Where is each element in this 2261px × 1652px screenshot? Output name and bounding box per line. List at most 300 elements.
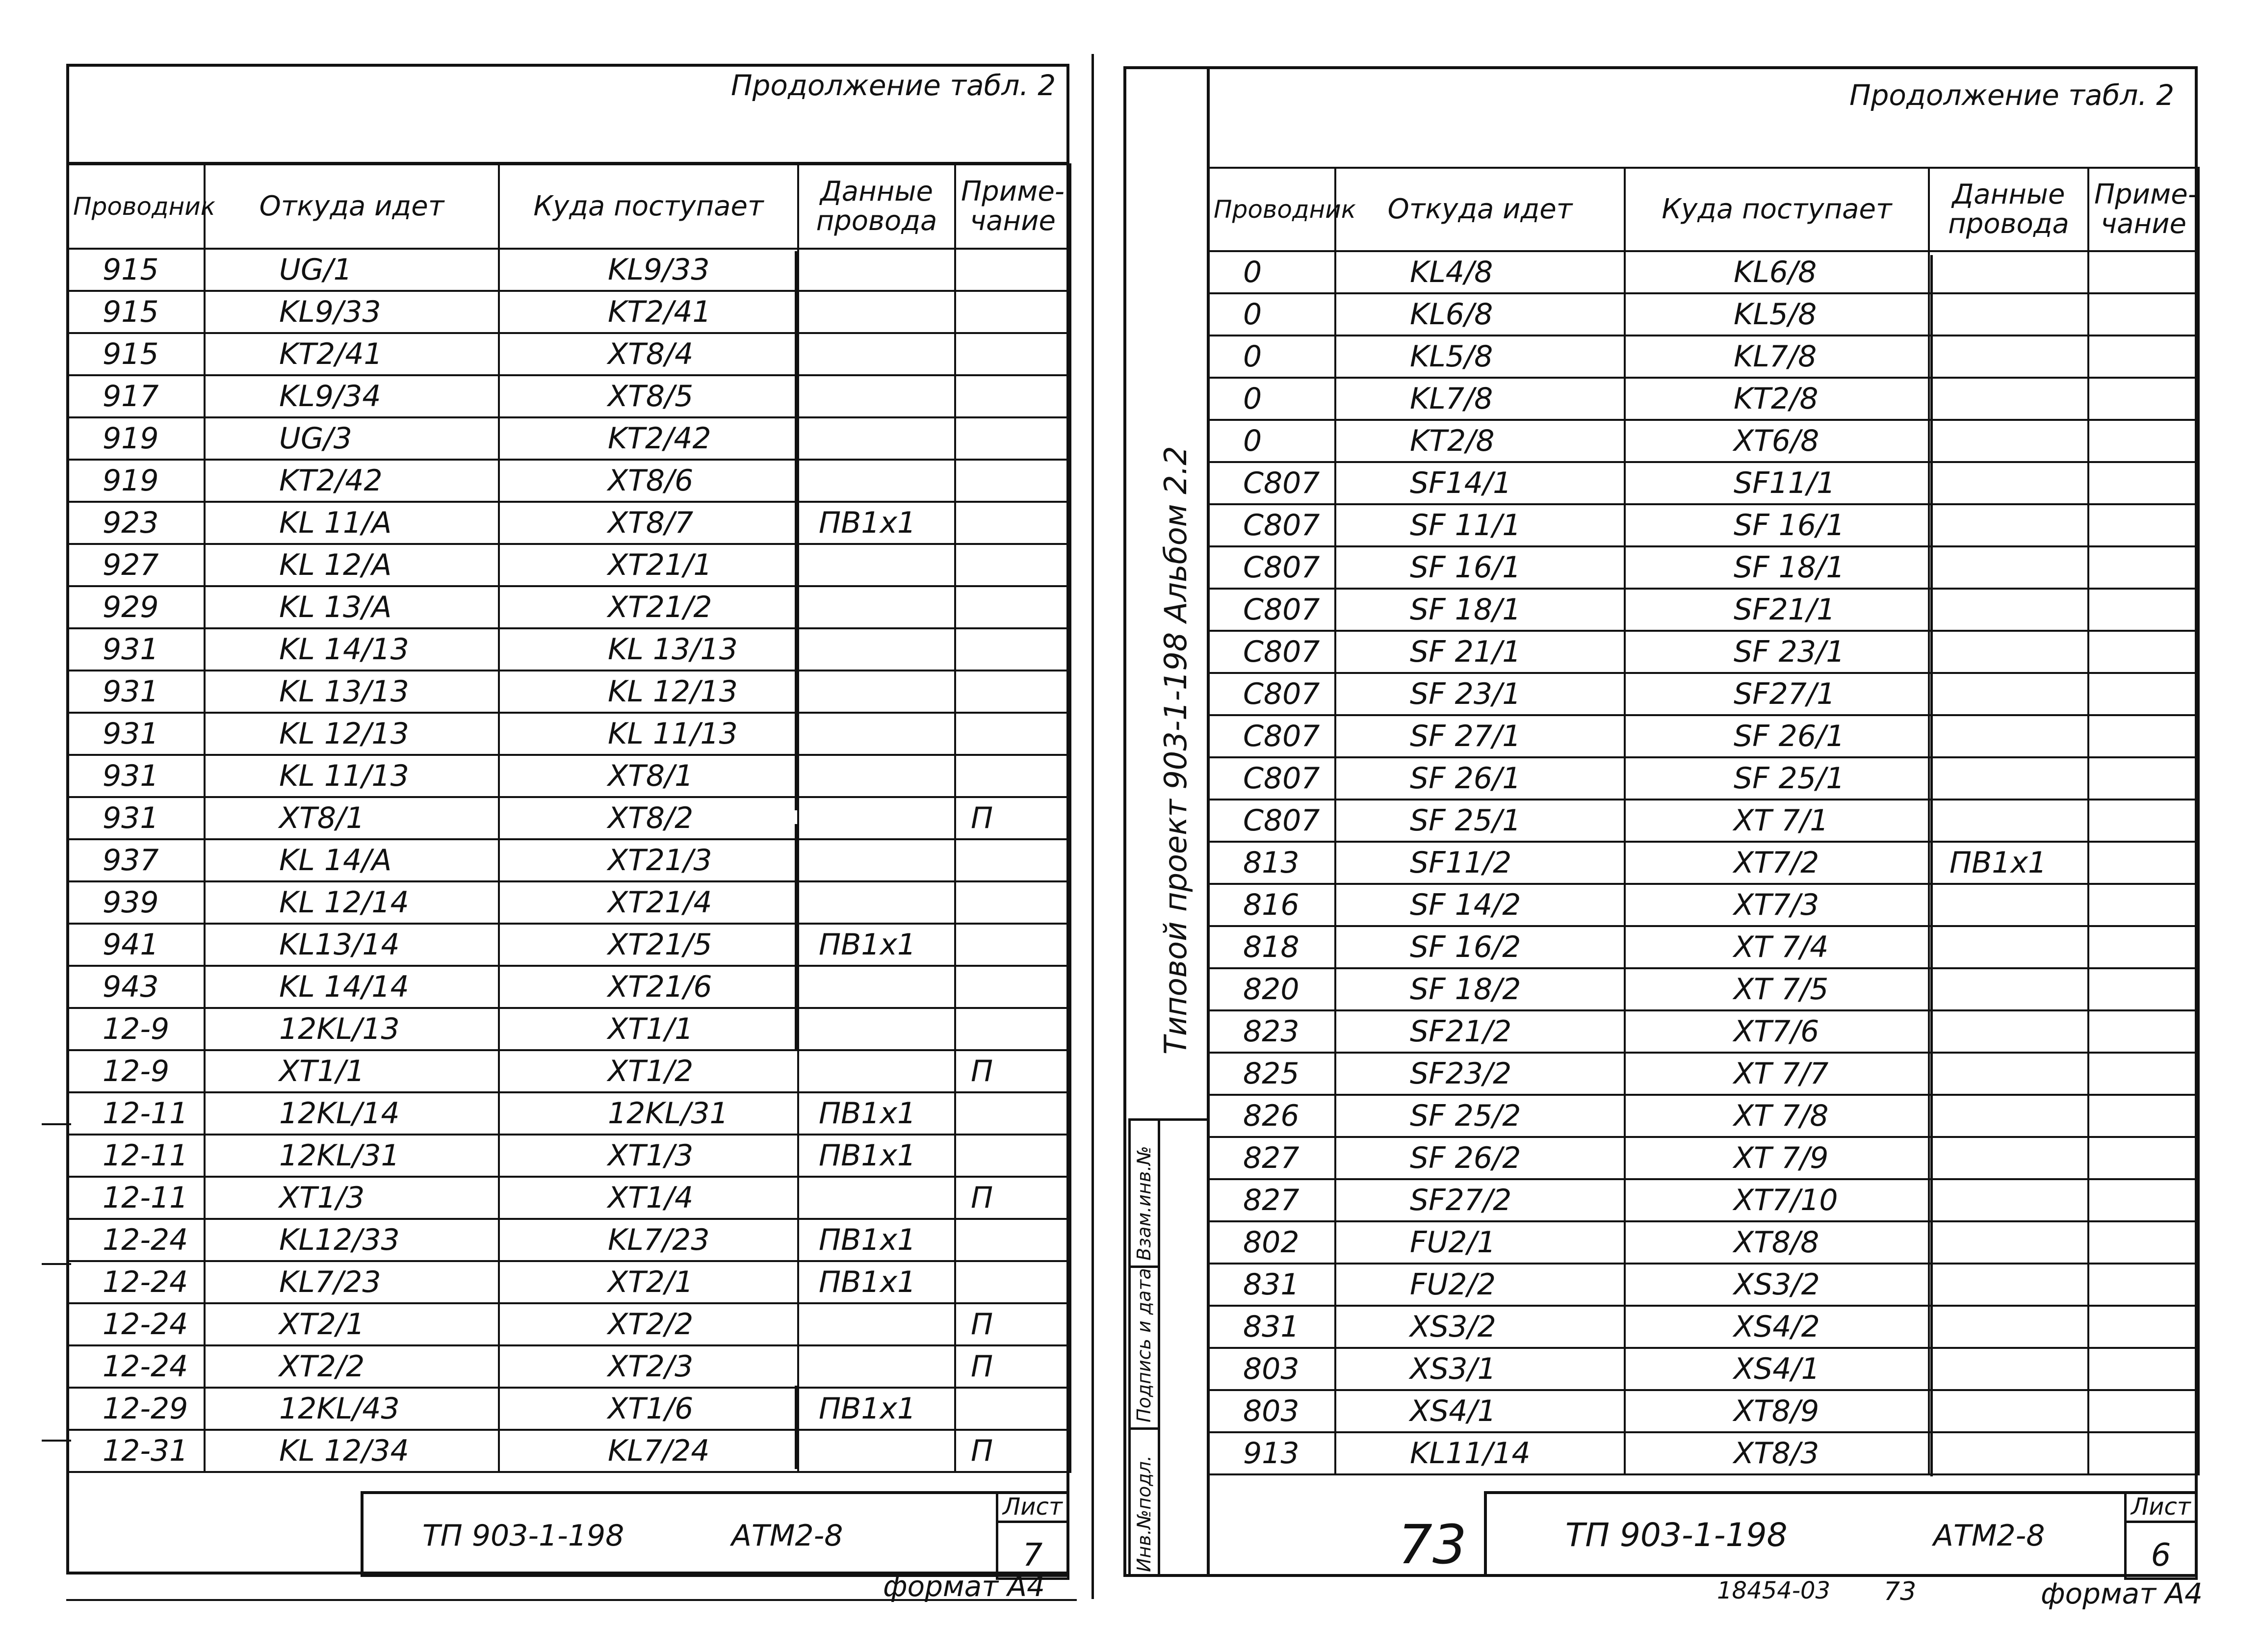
wire-data-cell [798,1303,955,1345]
note-cell [2088,631,2199,673]
conductor-cell: 0 [1208,378,1335,420]
conductor-cell: 827 [1208,1179,1335,1221]
conductor-cell: 0 [1208,251,1335,293]
conductor-cell: 931 [67,628,205,671]
note-cell: П [955,1430,1070,1472]
table-row [67,671,1070,713]
sheet-number: 6 [2151,1537,2171,1574]
from-cell: SF23/2 [1335,1053,1625,1095]
wire-data-cell [798,460,955,502]
wire-group-brace [1930,255,1933,1476]
table-row [1208,251,2199,293]
conductor-cell: 917 [67,375,205,417]
note-cell [955,1219,1070,1261]
conductor-cell: 0 [1208,336,1335,378]
wire-data-cell [798,375,955,417]
table-row [1208,715,2199,757]
conductor-cell: 12-24 [67,1345,205,1388]
from-cell: KT2/41 [205,333,499,375]
to-cell: XT 7/1 [1625,800,1929,842]
table-row [1208,1095,2199,1137]
to-cell: KL5/8 [1625,293,1929,336]
to-cell: SF 18/1 [1625,546,1929,589]
wire-data-cell [1929,420,2088,462]
from-cell: KL12/33 [205,1219,499,1261]
header-note: Приме- чание [2088,168,2199,251]
note-cell [2088,420,2199,462]
wire-data-cell: ПВ1х1 [1929,842,2088,884]
from-cell: KL4/8 [1335,251,1625,293]
table-row [67,966,1070,1008]
to-cell: KT2/8 [1625,378,1929,420]
to-cell: XT2/3 [499,1345,798,1388]
note-cell [2088,1306,2199,1348]
wire-data-cell [1929,968,2088,1010]
table-row [67,586,1070,628]
to-cell: KL 13/13 [499,628,798,671]
wire-data-cell [1929,1390,2088,1432]
table-row [67,333,1070,375]
wire-data-cell [1929,378,2088,420]
table-row [67,1008,1070,1050]
table-row [67,1388,1070,1430]
conductor-cell: 0 [1208,420,1335,462]
wire-data-cell [798,966,955,1008]
wire-data-cell: ПВ1х1 [798,1219,955,1261]
conductor-cell: 0 [1208,293,1335,336]
note-cell [955,966,1070,1008]
from-cell: KL 12/13 [205,713,499,755]
wire-data-cell [798,586,955,628]
from-cell: KL7/8 [1335,378,1625,420]
to-cell: XT1/4 [499,1177,798,1219]
note-cell [2088,293,2199,336]
to-cell: XT2/2 [499,1303,798,1345]
to-cell: XT8/6 [499,460,798,502]
from-cell: KT2/42 [205,460,499,502]
wire-data-cell [1929,1264,2088,1306]
note-cell: П [955,1050,1070,1092]
wire-data-cell [1929,1137,2088,1179]
to-cell: XT7/3 [1625,884,1929,926]
note-cell [2088,800,2199,842]
stamp-border [1128,1118,1209,1121]
from-cell: 12KL/14 [205,1092,499,1135]
table-row [1208,504,2199,546]
from-cell: 12KL/31 [205,1135,499,1177]
note-cell [955,839,1070,881]
wire-data-cell: ПВ1х1 [798,924,955,966]
to-cell: SF 16/1 [1625,504,1929,546]
title-code: ТП 903-1-198 [1565,1516,1788,1554]
table-row [67,249,1070,291]
note-cell [2088,968,2199,1010]
note-cell [955,1092,1070,1135]
conductor-cell: C807 [1208,631,1335,673]
wire-data-cell [1929,926,2088,968]
sheet-cell [996,1491,1069,1580]
conductor-cell: 931 [67,671,205,713]
wire-data-cell [1929,715,2088,757]
note-cell: П [955,797,1070,839]
table-row [1208,1179,2199,1221]
conductor-cell: 831 [1208,1264,1335,1306]
wire-group-brace [795,1386,797,1469]
from-cell: SF 16/1 [1335,546,1625,589]
from-cell: KL7/23 [205,1261,499,1303]
header-from: Откуда идет [1335,168,1625,251]
wire-data-cell [798,249,955,291]
wire-data-cell [1929,589,2088,631]
note-cell [2088,462,2199,504]
table-row [67,291,1070,333]
conductor-cell: 919 [67,417,205,460]
wire-data-cell [1929,462,2088,504]
from-cell: KL9/33 [205,291,499,333]
note-cell [955,671,1070,713]
from-cell: SF 25/2 [1335,1095,1625,1137]
to-cell: XS4/1 [1625,1348,1929,1390]
right-title-block [1484,1491,2198,1577]
note-cell [955,924,1070,966]
wire-data-cell [1929,884,2088,926]
conductor-cell: 12-24 [67,1303,205,1345]
to-cell: KL7/8 [1625,336,1929,378]
edge-tick [42,1440,71,1442]
table-row [1208,378,2199,420]
header-wire-data: Данные провода [798,164,955,249]
note-cell [955,544,1070,586]
conductor-cell: 929 [67,586,205,628]
right-continuation-label: Продолжение табл. 2 [1849,78,2175,112]
conductor-cell: 12-9 [67,1050,205,1092]
to-cell: SF21/1 [1625,589,1929,631]
edge-tick [42,1123,71,1125]
conductor-cell: 826 [1208,1095,1335,1137]
conductor-cell: 915 [67,249,205,291]
table-row [1208,1010,2199,1053]
header-note: Приме- чание [955,164,1070,249]
table-row [67,839,1070,881]
table-row [1208,589,2199,631]
note-cell [2088,1390,2199,1432]
wire-data-cell [1929,336,2088,378]
from-cell: XT1/3 [205,1177,499,1219]
conductor-cell: 803 [1208,1390,1335,1432]
table-row [1208,336,2199,378]
note-cell [955,460,1070,502]
fold-line [1092,54,1094,1599]
conductor-cell: 816 [1208,884,1335,926]
conductor-cell: 931 [67,713,205,755]
from-cell: SF27/2 [1335,1179,1625,1221]
to-cell: XT7/6 [1625,1010,1929,1053]
wire-data-cell: ПВ1х1 [798,1092,955,1135]
note-cell: П [955,1177,1070,1219]
title-mark: АТМ2-8 [1933,1519,2045,1553]
to-cell: XT21/6 [499,966,798,1008]
left-continuation-label: Продолжение табл. 2 [731,69,1056,102]
note-cell [955,1008,1070,1050]
to-cell: XT2/1 [499,1261,798,1303]
from-cell: 12KL/43 [205,1388,499,1430]
conductor-cell: 941 [67,924,205,966]
table-row [1208,1264,2199,1306]
wire-data-cell [798,1008,955,1050]
title-mark: АТМ2-8 [731,1519,843,1553]
table-row [67,1092,1070,1135]
wire-data-cell [798,713,955,755]
handwritten-number: 73 [1398,1513,1467,1576]
conductor-cell: 927 [67,544,205,586]
table-row [67,1345,1070,1388]
wire-data-cell [1929,1432,2088,1474]
note-cell [2088,1221,2199,1264]
from-cell: SF 23/1 [1335,673,1625,715]
table-row [1208,757,2199,800]
wire-data-cell [1929,757,2088,800]
conductor-cell: 923 [67,502,205,544]
to-cell: XT7/2 [1625,842,1929,884]
table-row [1208,926,2199,968]
note-cell [2088,926,2199,968]
to-cell: XT21/2 [499,586,798,628]
to-cell: XT8/4 [499,333,798,375]
to-cell: XT21/4 [499,881,798,924]
from-cell: XT2/2 [205,1345,499,1388]
to-cell: SF 23/1 [1625,631,1929,673]
wire-data-cell [798,417,955,460]
to-cell: KL9/33 [499,249,798,291]
conductor-cell: 813 [1208,842,1335,884]
to-cell: XT21/5 [499,924,798,966]
wire-data-cell [1929,1179,2088,1221]
note-cell [955,417,1070,460]
to-cell: XT 7/7 [1625,1053,1929,1095]
table-row [67,1177,1070,1219]
from-cell: SF11/2 [1335,842,1625,884]
wire-data-cell [1929,1010,2088,1053]
table-row [67,924,1070,966]
conductor-cell: C807 [1208,757,1335,800]
conductor-cell: 12-11 [67,1135,205,1177]
to-cell: XT7/10 [1625,1179,1929,1221]
wire-data-cell [798,1345,955,1388]
conductor-cell: 937 [67,839,205,881]
table-row [1208,842,2199,884]
title-code: ТП 903-1-198 [422,1519,624,1553]
table-row [1208,631,2199,673]
table-row [1208,1137,2199,1179]
table-row [67,544,1070,586]
wire-data-cell [1929,800,2088,842]
note-cell [2088,1010,2199,1053]
to-cell: KT2/41 [499,291,798,333]
note-cell [2088,1348,2199,1390]
note-cell: П [955,1303,1070,1345]
from-cell: KL6/8 [1335,293,1625,336]
note-cell [2088,546,2199,589]
note-cell [955,249,1070,291]
from-cell: SF 26/1 [1335,757,1625,800]
wire-data-cell [798,881,955,924]
conductor-cell: 12-9 [67,1008,205,1050]
table-row [1208,1053,2199,1095]
to-cell: KL7/23 [499,1219,798,1261]
to-cell: XT8/9 [1625,1390,1929,1432]
from-cell: SF 16/2 [1335,926,1625,968]
note-cell [2088,715,2199,757]
to-cell: XT8/1 [499,755,798,797]
to-cell: KT2/42 [499,417,798,460]
table-row [1208,968,2199,1010]
format-label: формат А4 [883,1570,1045,1603]
header-from: Откуда идет [205,164,499,249]
from-cell: KL 14/A [205,839,499,881]
from-cell: XT1/1 [205,1050,499,1092]
wire-data-cell [798,797,955,839]
from-cell: FU2/2 [1335,1264,1625,1306]
from-cell: SF14/1 [1335,462,1625,504]
wire-data-cell [1929,1095,2088,1137]
table-row [67,1261,1070,1303]
from-cell: SF 26/2 [1335,1137,1625,1179]
header-conductor: Проводник [67,164,205,249]
album-vertical-text: Типовой проект 903-1-198 Альбом 2.2 [1158,446,1194,1055]
note-cell [955,1388,1070,1430]
wire-data-cell [1929,1306,2088,1348]
page-number: 73 [1884,1577,1917,1606]
header-wire-data: Данные провода [1929,168,2088,251]
table-row [67,1303,1070,1345]
note-cell [955,502,1070,544]
from-cell: KL 13/13 [205,671,499,713]
conductor-cell: 827 [1208,1137,1335,1179]
to-cell: XT8/7 [499,502,798,544]
note-cell [2088,842,2199,884]
wire-data-cell [798,333,955,375]
from-cell: KL 14/14 [205,966,499,1008]
to-cell: SF27/1 [1625,673,1929,715]
note-cell [955,1135,1070,1177]
wire-data-cell [1929,504,2088,546]
inventory-number-label: Инв.№подл. [1133,1455,1155,1572]
wire-data-cell: ПВ1х1 [798,1135,955,1177]
sheet-number: 7 [1022,1537,1043,1574]
right-wiring-table [1207,167,2200,1475]
from-cell: UG/1 [205,249,499,291]
table-row [67,628,1070,671]
table-row [67,755,1070,797]
conductor-cell: 823 [1208,1010,1335,1053]
conductor-cell: 931 [67,755,205,797]
from-cell: FU2/1 [1335,1221,1625,1264]
from-cell: SF 27/1 [1335,715,1625,757]
conductor-cell: 939 [67,881,205,924]
wire-data-cell [798,1050,955,1092]
table-row [67,417,1070,460]
wire-data-cell [1929,293,2088,336]
note-cell [955,1261,1070,1303]
conductor-cell: 915 [67,333,205,375]
from-cell: XS3/2 [1335,1306,1625,1348]
wire-data-cell [1929,251,2088,293]
wire-data-cell: ПВ1х1 [798,1388,955,1430]
signature-date-label: Подпись и дата [1133,1268,1155,1422]
to-cell: XS3/2 [1625,1264,1929,1306]
table-row [1208,1432,2199,1474]
to-cell: XT8/3 [1625,1432,1929,1474]
from-cell: SF 14/2 [1335,884,1625,926]
wire-data-cell [798,1177,955,1219]
note-cell [2088,1137,2199,1179]
table-row [67,375,1070,417]
from-cell: XT2/1 [205,1303,499,1345]
from-cell: KL13/14 [205,924,499,966]
to-cell: XT21/1 [499,544,798,586]
to-cell: XT6/8 [1625,420,1929,462]
note-cell [2088,1179,2199,1221]
conductor-cell: 915 [67,291,205,333]
conductor-cell: 12-11 [67,1092,205,1135]
table-row [67,713,1070,755]
table-row [67,1135,1070,1177]
wire-data-cell [1929,1221,2088,1264]
to-cell: KL7/24 [499,1430,798,1472]
wire-data-cell [1929,1348,2088,1390]
sheet-cell [2124,1491,2198,1580]
from-cell: KL 13/A [205,586,499,628]
table-row [1208,420,2199,462]
conductor-cell: 802 [1208,1221,1335,1264]
header-to: Куда поступает [1625,168,1929,251]
table-row [67,881,1070,924]
to-cell: SF 26/1 [1625,715,1929,757]
table-row [1208,293,2199,336]
to-cell: KL6/8 [1625,251,1929,293]
from-cell: KL 14/13 [205,628,499,671]
wire-data-cell [1929,1053,2088,1095]
wire-data-cell: ПВ1х1 [798,502,955,544]
conductor-cell: 12-24 [67,1261,205,1303]
conductor-cell: 919 [67,460,205,502]
to-cell: XT1/2 [499,1050,798,1092]
from-cell: SF 18/1 [1335,589,1625,631]
format-label: формат А4 [2041,1577,2203,1610]
to-cell: XT 7/8 [1625,1095,1929,1137]
wire-data-cell [1929,673,2088,715]
from-cell: SF21/2 [1335,1010,1625,1053]
conductor-cell: 818 [1208,926,1335,968]
from-cell: XS3/1 [1335,1348,1625,1390]
table-row [67,1219,1070,1261]
note-cell [2088,336,2199,378]
note-cell [955,291,1070,333]
to-cell: XT1/6 [499,1388,798,1430]
note-cell [2088,589,2199,631]
to-cell: XT21/3 [499,839,798,881]
note-cell [2088,884,2199,926]
table-row [67,1430,1070,1472]
note-cell: П [955,1345,1070,1388]
table-row [1208,800,2199,842]
table-row [1208,1221,2199,1264]
to-cell: XT1/3 [499,1135,798,1177]
table-row [67,502,1070,544]
wire-data-cell: ПВ1х1 [798,1261,955,1303]
table-row [67,460,1070,502]
conductor-cell: C807 [1208,800,1335,842]
